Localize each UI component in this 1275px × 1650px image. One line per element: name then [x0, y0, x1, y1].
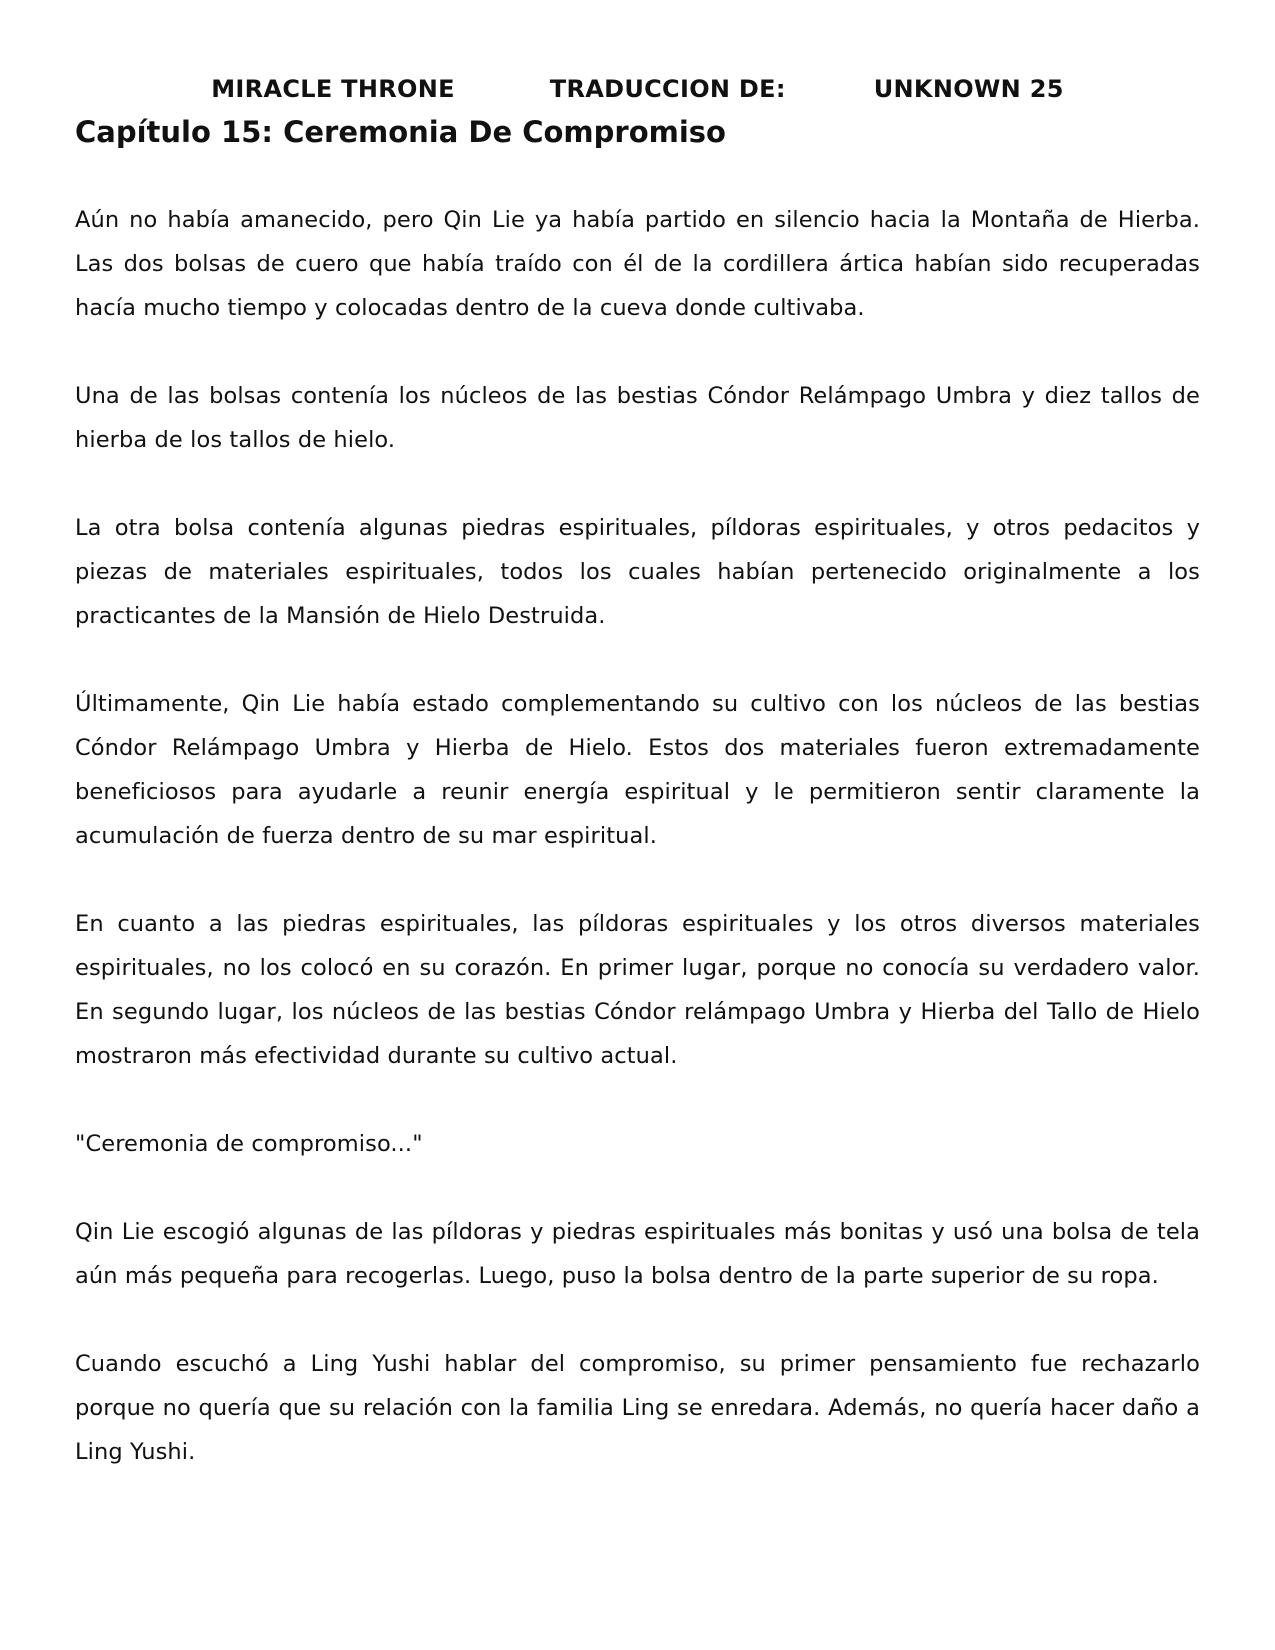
header-translation-label: TRADUCCION DE: — [549, 75, 786, 103]
paragraph-5: En cuanto a las piedras espirituales, las píldoras espirituales y los otros diversos materiales espirituales, no los colocó en su corazón. En primer lugar, porque no conocía su verdadero valor. En segundo lugar, los núcleos de las bestias Cóndor relámpago Umbra y Hierba del Tallo de Hielo mostraron más efectividad durante su cultivo actual. — [75, 911, 1200, 1069]
paragraph-4: Últimamente, Qin Lie había estado complementando su cultivo con los núcleos de las bestias Cóndor Relámpago Umbra y Hierba de Hielo. Estos dos materiales fueron extremadamente beneficiosos para ayudarle a reunir energía espiritual y le permitieron sentir claramente la acumulación de fuerza dentro de su mar espiritual. — [75, 691, 1200, 849]
header-novel-title: MIRACLE THRONE — [211, 75, 455, 103]
paragraph-1: Aún no había amanecido, pero Qin Lie ya había partido en silencio hacia la Montaña de Hierba. Las dos bolsas de cuero que había traído con él de la cordillera ártica habían sido recuperadas hacía mucho tiempo y colocadas dentro de la cueva donde cultivaba. — [75, 207, 1200, 321]
chapter-title: Capítulo 15: Ceremonia De Compromiso — [75, 115, 726, 149]
paragraph-3: La otra bolsa contenía algunas piedras espirituales, píldoras espirituales, y otros pedacitos y piezas de materiales espirituales, todos los cuales habían pertenecido originalmente a los practicantes de la Mansión de Hielo Destruida. — [75, 515, 1200, 629]
document-page — [75, 70, 1200, 1518]
paragraph-6: "Ceremonia de compromiso..." — [75, 1131, 423, 1157]
paragraph-7: Qin Lie escogió algunas de las píldoras y piedras espirituales más bonitas y usó una bolsa de tela aún más pequeña para recogerlas. Luego, puso la bolsa dentro de la parte superior de su ropa. — [75, 1219, 1200, 1289]
paragraph-2: Una de las bolsas contenía los núcleos de las bestias Cóndor Relámpago Umbra y diez tallos de hierba de los tallos de hielo. — [75, 383, 1200, 453]
chapter-body — [75, 198, 1200, 1474]
page-header — [75, 70, 1200, 108]
paragraph-8: Cuando escuchó a Ling Yushi hablar del compromiso, su primer pensamiento fue rechazarlo porque no quería que su relación con la familia Ling se enredara. Además, no quería hacer daño a Ling Yushi. — [75, 1351, 1200, 1465]
header-translator-name: UNKNOWN 25 — [873, 75, 1064, 103]
